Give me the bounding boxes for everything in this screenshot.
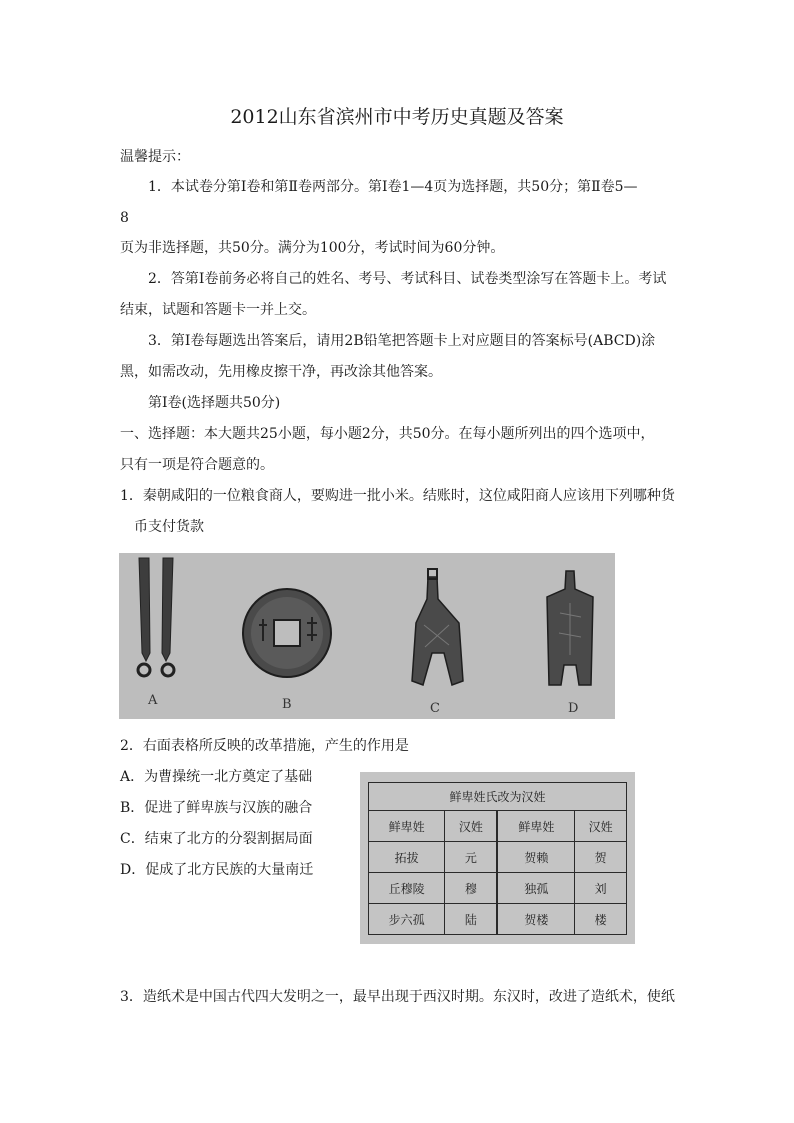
spade-coin-C (412, 569, 463, 685)
question-2-stem: 2．右面表格所反映的改革措施，产生的作用是 (120, 738, 409, 754)
surname-table (368, 782, 627, 935)
spade-coin-D (547, 571, 593, 685)
table-cell: 独孤 (497, 873, 574, 904)
round-coin-B (243, 589, 331, 677)
page-title: 2012山东省滨州市中考历史真题及答案 (230, 106, 564, 128)
table-cell: 楼 (575, 904, 627, 935)
tip-heading: 温馨提示： (120, 149, 190, 165)
question-1-line-1: 1．秦朝咸阳的一位粮食商人，要购进一批小米。结账时，这位咸阳商人应该用下列哪种货 (120, 488, 675, 504)
table-row (369, 873, 627, 904)
table-cell: 陆 (445, 904, 498, 935)
coin-label-a: A (148, 693, 158, 708)
coin-label-b: B (282, 697, 292, 712)
table-caption: 鲜卑姓氏改为汉姓 (369, 783, 627, 811)
knife-coin-A (138, 558, 174, 676)
table-row (369, 904, 627, 935)
table-header-cell: 鲜卑姓 (369, 811, 445, 842)
question-2-option-d: D．促成了北方民族的大量南迁 (120, 862, 314, 878)
table-cell: 贺赖 (497, 842, 574, 873)
tip-1-line-3: 页为非选择题，共50分。满分为100分，考试时间为60分钟。 (120, 240, 505, 256)
coin-label-c: C (430, 701, 440, 716)
question-3-line-1: 3．造纸术是中国古代四大发明之一，最早出现于西汉时期。东汉时，改进了造纸术，使纸 (120, 989, 675, 1005)
coin-label-d: D (568, 701, 579, 716)
table-row (369, 842, 627, 873)
table-cell: 贺 (575, 842, 627, 873)
coins-drawing (119, 553, 615, 719)
table-cell: 元 (445, 842, 498, 873)
tip-3-line-1: 3．第Ⅰ卷每题选出答案后，请用2B铅笔把答题卡上对应题目的答案标号(ABCD)涂 (148, 333, 656, 349)
table-cell: 拓拔 (369, 842, 445, 873)
tip-2-line-2: 结束，试题和答题卡一并上交。 (120, 302, 316, 318)
tip-2-line-1: 2．答第Ⅰ卷前务必将自己的姓名、考号、考试科目、试卷类型涂写在答题卡上。考试 (148, 271, 667, 287)
tip-1-line-1: 1．本试卷分第Ⅰ卷和第Ⅱ卷两部分。第Ⅰ卷1—4页为选择题，共50分；第Ⅱ卷5— (148, 179, 638, 195)
ancient-coins-figure (119, 553, 615, 719)
table-header-cell: 汉姓 (575, 811, 627, 842)
question-2-option-c: C．结束了北方的分裂割据局面 (120, 831, 313, 847)
table-cell: 步六孤 (369, 904, 445, 935)
section-title: 第Ⅰ卷(选择题共50分) (148, 395, 281, 411)
table-cell: 刘 (575, 873, 627, 904)
question-2-option-b: B．促进了鲜卑族与汉族的融合 (120, 800, 313, 816)
table-header-cell: 汉姓 (445, 811, 498, 842)
surname-table-figure (360, 772, 635, 944)
part-1-instructions-line-2: 只有一项是符合题意的。 (120, 457, 274, 473)
table-header-cell: 鲜卑姓 (497, 811, 574, 842)
table-cell: 贺楼 (497, 904, 574, 935)
part-1-instructions-line-1: 一、选择题：本大题共25小题，每小题2分，共50分。在每小题所列出的四个选项中， (120, 426, 655, 442)
table-cell: 穆 (445, 873, 498, 904)
tip-3-line-2: 黑，如需改动，先用橡皮擦干净，再改涂其他答案。 (120, 364, 442, 380)
question-1-line-2: 币支付货款 (134, 519, 204, 535)
table-cell: 丘穆陵 (369, 873, 445, 904)
question-2-option-a: A．为曹操统一北方奠定了基础 (120, 769, 313, 785)
table-header-row (369, 811, 627, 842)
tip-1-line-2: 8 (120, 210, 129, 226)
